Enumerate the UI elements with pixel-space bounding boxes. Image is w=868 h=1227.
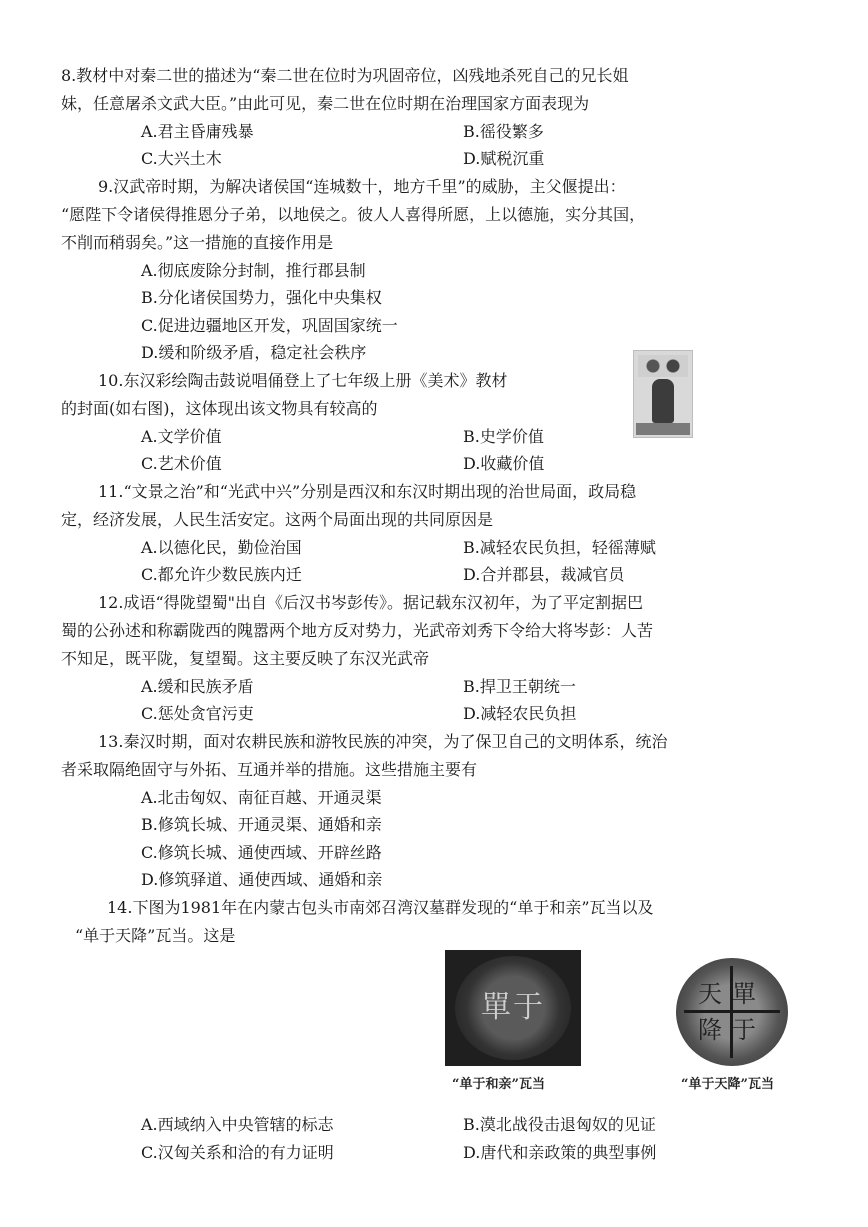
q9-line-1: 9.汉武帝时期，为解决诸侯国“连城数十，地方千里”的威胁，主父偃提出： [98, 177, 626, 196]
q10-option-a: A.文学价值 [141, 427, 222, 446]
tile-heqin-image: 單于 [445, 950, 581, 1066]
q14-option-a: A.西域纳入中央管辖的标志 [141, 1115, 334, 1134]
q8-option-c: C.大兴土木 [141, 149, 222, 168]
tile-heqin-caption: “单于和亲”瓦当 [452, 1077, 545, 1092]
q13-line-2: 者采取隔绝固守与外拓、互通并举的措施。这些措施主要有 [61, 760, 478, 779]
q11-line-2: 定，经济发展，人民生活安定。这两个局面出现的共同原因是 [61, 510, 494, 529]
q10-line-1: 10.东汉彩绘陶击鼓说唱俑登上了七年级上册《美术》教材 [98, 371, 508, 390]
q10-option-d: D.收藏价值 [463, 454, 545, 473]
q9-option-d: D.缓和阶级矛盾，稳定社会秩序 [141, 343, 367, 362]
q8-option-a: A.君主昏庸残暴 [141, 122, 254, 141]
tile-tianjiang-caption: “单于天降”瓦当 [681, 1077, 774, 1092]
q11-option-d: D.合并郡县，裁减官员 [463, 565, 625, 584]
q8-option-b: B.徭役繁多 [463, 122, 544, 141]
q12-option-c: C.惩处贪官污吏 [141, 704, 254, 723]
q12-line-2: 蜀的公孙述和称霸陇西的隗嚣两个地方反对势力，光武帝刘秀下令给大将岑彭：人苦 [61, 621, 654, 640]
q8-line-1: 8.教材中对秦二世的描述为“秦二世在位时为巩固帝位，凶残地杀死自己的兄长姐 [61, 66, 629, 85]
q12-option-b: B.捍卫王朝统一 [463, 677, 576, 696]
q8-line-2: 妹，任意屠杀文武大臣。”由此可见，秦二世在位时期在治理国家方面表现为 [61, 94, 590, 113]
q10-line-2: 的封面(如右图)，这体现出该文物具有较高的 [61, 399, 378, 418]
q11-line-1: 11.“文景之治”和“光武中兴”分别是西汉和东汉时期出现的治世局面，政局稳 [98, 482, 637, 501]
q12-line-3: 不知足，既平陇，复望蜀。这主要反映了东汉光武帝 [61, 649, 430, 668]
q11-option-c: C.都允许少数民族内迁 [141, 565, 302, 584]
q13-option-b: B.修筑长城、开通灵渠、通婚和亲 [141, 815, 382, 834]
q12-line-1: 12.成语“得陇望蜀"出自《后汉书岑彭传》。据记载东汉初年，为了平定割据巴 [98, 593, 643, 612]
q9-line-2: “愿陛下令诸侯得推恩分子弟，以地侯之。彼人人喜得所愿，上以德施，实分其国， [61, 205, 646, 224]
drummer-figurine-image [633, 350, 693, 438]
q14-option-c: C.汉匈关系和洽的有力证明 [141, 1143, 334, 1162]
q13-option-c: C.修筑长城、通使西域、开辟丝路 [141, 843, 382, 862]
q9-option-b: B.分化诸侯国势力，强化中央集权 [141, 288, 382, 307]
q11-option-a: A.以德化民，勤俭治国 [141, 538, 302, 557]
q8-option-d: D.赋税沉重 [463, 149, 545, 168]
q10-option-b: B.史学价值 [463, 427, 544, 446]
q13-line-1: 13.秦汉时期，面对农耕民族和游牧民族的冲突，为了保卫自己的文明体系，统治 [98, 732, 668, 751]
q14-option-b: B.漠北战役击退匈奴的见证 [463, 1115, 656, 1134]
q12-option-a: A.缓和民族矛盾 [141, 677, 254, 696]
tile-tianjiang-image: 天單降于 [676, 958, 788, 1066]
q13-option-a: A.北击匈奴、南征百越、开通灵渠 [141, 788, 382, 807]
q9-line-3: 不削而稍弱矣。”这一措施的直接作用是 [61, 233, 334, 252]
q10-option-c: C.艺术价值 [141, 454, 222, 473]
q13-option-d: D.修筑驿道、通使西域、通婚和亲 [141, 870, 383, 889]
q14-option-d: D.唐代和亲政策的典型事例 [463, 1143, 657, 1162]
q14-line-1: 14.下图为1981年在内蒙古包头市南郊召湾汉墓群发现的“单于和亲”瓦当以及 [107, 898, 654, 917]
q9-option-c: C.促进边疆地区开发，巩固国家统一 [141, 316, 398, 335]
q11-option-b: B.减轻农民负担，轻徭薄赋 [463, 538, 656, 557]
q14-line-2: “单于天降”瓦当。这是 [75, 926, 236, 945]
q9-option-a: A.彻底废除分封制，推行郡县制 [141, 261, 366, 280]
q12-option-d: D.减轻农民负担 [463, 704, 577, 723]
